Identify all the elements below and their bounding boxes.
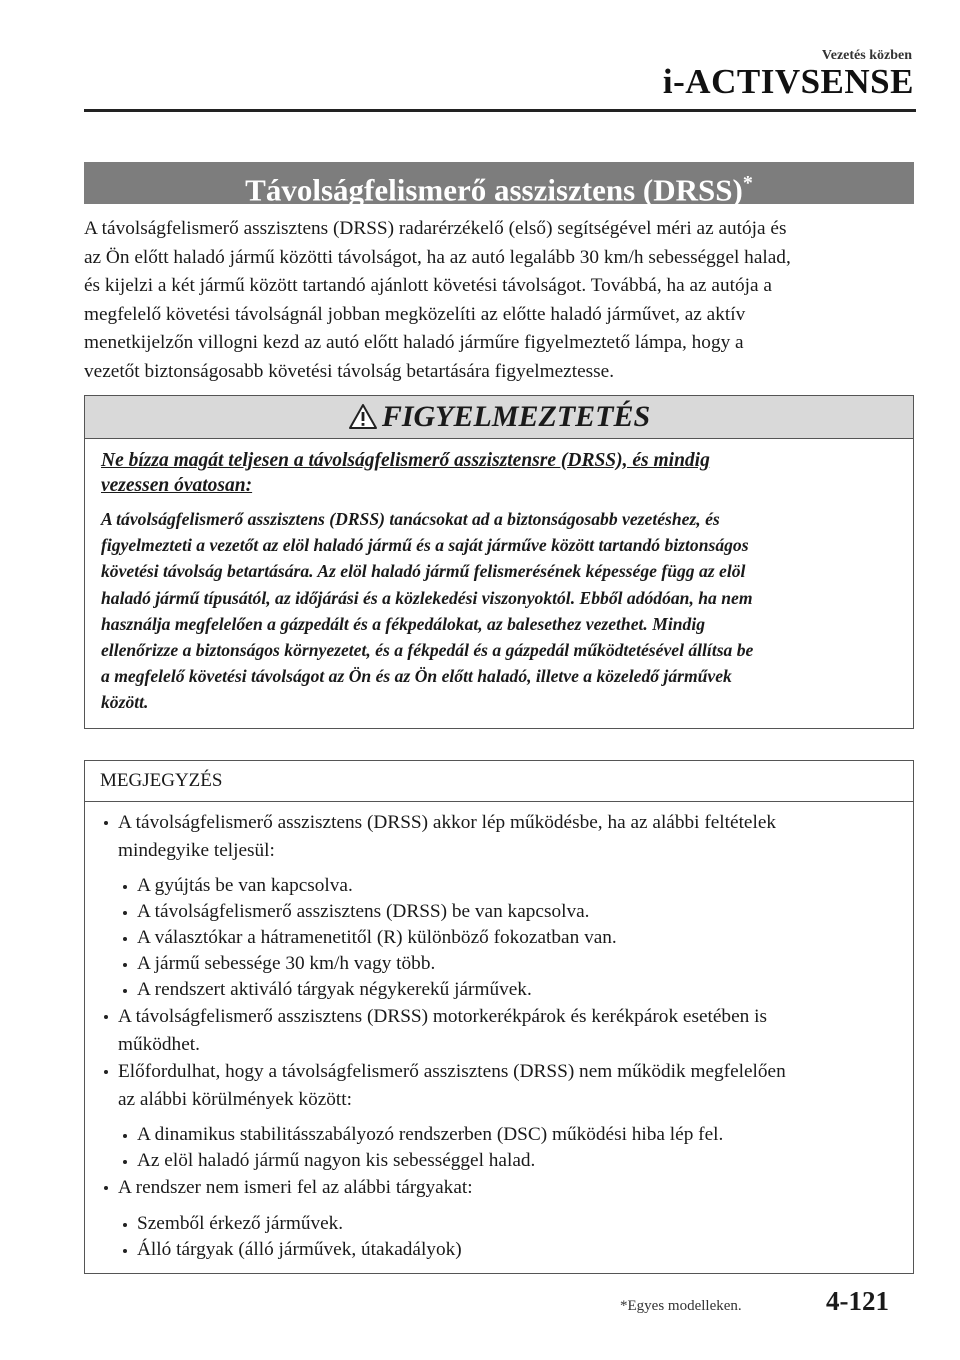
page-title-asterisk: * — [742, 172, 753, 194]
bullet-dot-icon — [104, 1070, 108, 1074]
note-item-text: az alábbi körülmények között: — [118, 1088, 352, 1110]
warning-body-line: a megfelelő követési távolságot az Ön és az Ön előtt haladó, illetve a közeledő járművek — [101, 666, 732, 687]
warning-body — [101, 506, 901, 716]
intro-line: megfelelő követési távolságnál jobban megközelíti az előtte haladó járművet, az aktív — [84, 303, 746, 325]
bullet-dot-icon — [123, 1249, 127, 1253]
bullet-dot-icon — [123, 989, 127, 993]
warning-body-line: haladó jármű típusától, az időjárási és a közlekedési viszonyoktól. Ebből adódóan, ha nem — [101, 587, 753, 608]
intro-line: az Ön előtt haladó jármű közötti távolságot, ha az autó legalább 30 km/h sebességgel halad, — [84, 246, 791, 268]
warning-box — [84, 395, 914, 729]
bullet-dot-icon — [123, 911, 127, 915]
warning-body-line: követési távolság betartására. Az elöl haladó jármű felismerésének képessége függ az elöl — [101, 561, 746, 582]
note-item-text: A távolságfelismerő asszisztens (DRSS) motorkerékpárok és kerékpárok esetében is — [118, 1006, 767, 1027]
note-subitem: Álló tárgyak (álló járművek, útakadályok) — [85, 1237, 913, 1263]
note-box — [84, 760, 914, 1274]
bullet-dot-icon — [104, 1186, 108, 1190]
note-item-text: A rendszer nem ismeri fel az alábbi tárgyakat: — [118, 1177, 473, 1198]
bullet-dot-icon — [123, 1134, 127, 1138]
note-item — [85, 1058, 913, 1113]
note-subitem: A gyújtás be van kapcsolva. — [85, 873, 913, 899]
note-subitem: A távolságfelismerő asszisztens (DRSS) be van kapcsolva. — [85, 899, 913, 925]
warning-subtitle — [101, 449, 901, 498]
bullet-dot-icon — [123, 963, 127, 967]
note-item — [85, 1003, 913, 1058]
note-list — [85, 809, 913, 1263]
page-title — [84, 162, 914, 208]
header-divider — [84, 109, 916, 112]
warning-body-line: figyelmezteti a vezetőt az elöl haladó jármű és a saját járműve között tartandó biztonságos — [101, 535, 749, 556]
note-item-text: mindegyike teljesül: — [118, 839, 275, 861]
note-item-text: A távolságfelismerő asszisztens (DRSS) akkor lép működésbe, ha az alábbi feltételek — [118, 812, 777, 833]
note-item — [85, 809, 913, 864]
note-subitem: A dinamikus stabilitásszabályozó rendszerben (DSC) működési hiba lép fel. — [85, 1122, 913, 1148]
intro-line: menetkijelzőn villogni kezd az autó előtt haladó járműre figyelmeztető lámpa, hogy a — [84, 332, 744, 354]
note-subitem: A jármű sebessége 30 km/h vagy több. — [85, 951, 913, 977]
note-subitem: Az elöl haladó jármű nagyon kis sebességgel halad. — [85, 1148, 913, 1174]
note-item — [85, 1174, 913, 1202]
warning-body-line: között. — [101, 692, 149, 713]
warning-body-line: használja megfelelően a gázpedált és a fékpedálokat, az balesethez vezethet. Mindig — [101, 613, 706, 634]
bullet-dot-icon — [104, 1015, 108, 1019]
chapter-title: Vezetés közben — [821, 48, 912, 63]
intro-line: és kijelzi a két jármű között tartandó ajánlott követési távolságot. Továbbá, ha az autója a — [84, 275, 772, 297]
footnote: *Egyes modelleken. — [620, 1298, 742, 1314]
note-subitem: A választókar a hátramenetitől (R) különböző fokozatban van. — [85, 925, 913, 951]
warning-subtitle-line: vezessen óvatosan: — [101, 474, 253, 496]
page-number: 4-121 — [826, 1286, 889, 1316]
bullet-dot-icon — [123, 1223, 127, 1227]
bullet-dot-icon — [123, 1160, 127, 1164]
bullet-dot-icon — [123, 885, 127, 889]
intro-line: vezetőt biztonságosabb követési távolság betartására figyelmeztesse. — [84, 360, 615, 382]
warning-triangle-icon — [348, 403, 378, 430]
warning-subtitle-line: Ne bízza magát teljesen a távolságfelismerő asszisztensre (DRSS), és mindig — [101, 450, 710, 471]
page-title-text: Távolságfelismerő asszisztens (DRSS) — [245, 172, 743, 208]
note-item-text: működhet. — [118, 1033, 200, 1055]
bullet-dot-icon — [104, 821, 108, 825]
warning-body-line: A távolságfelismerő asszisztens (DRSS) tanácsokat ad a biztonságosabb vezetéshez, és — [101, 509, 720, 529]
intro-line: A távolságfelismerő asszisztens (DRSS) radarérzékelő (első) segítségével méri az autója és — [84, 218, 787, 239]
note-subitem: A rendszert aktiváló tárgyak négykerekű járművek. — [85, 977, 913, 1003]
note-subitem: Szemből érkező járművek. — [85, 1211, 913, 1237]
note-item-text: Előfordulhat, hogy a távolságfelismerő asszisztens (DRSS) nem működik megfelelően — [118, 1061, 786, 1082]
note-title: MEGJEGYZÉS — [85, 761, 913, 802]
intro-paragraph — [84, 215, 914, 387]
warning-title: FIGYELMEZTETÉS — [381, 400, 651, 433]
warning-body-line: ellenőrizze a biztonságos környezetet, és a fékpedál és a gázpedál működtetésével állítsa be — [101, 640, 754, 661]
warning-header — [85, 396, 913, 439]
bullet-dot-icon — [123, 937, 127, 941]
section-header: i-ACTIVSENSE — [662, 62, 914, 101]
